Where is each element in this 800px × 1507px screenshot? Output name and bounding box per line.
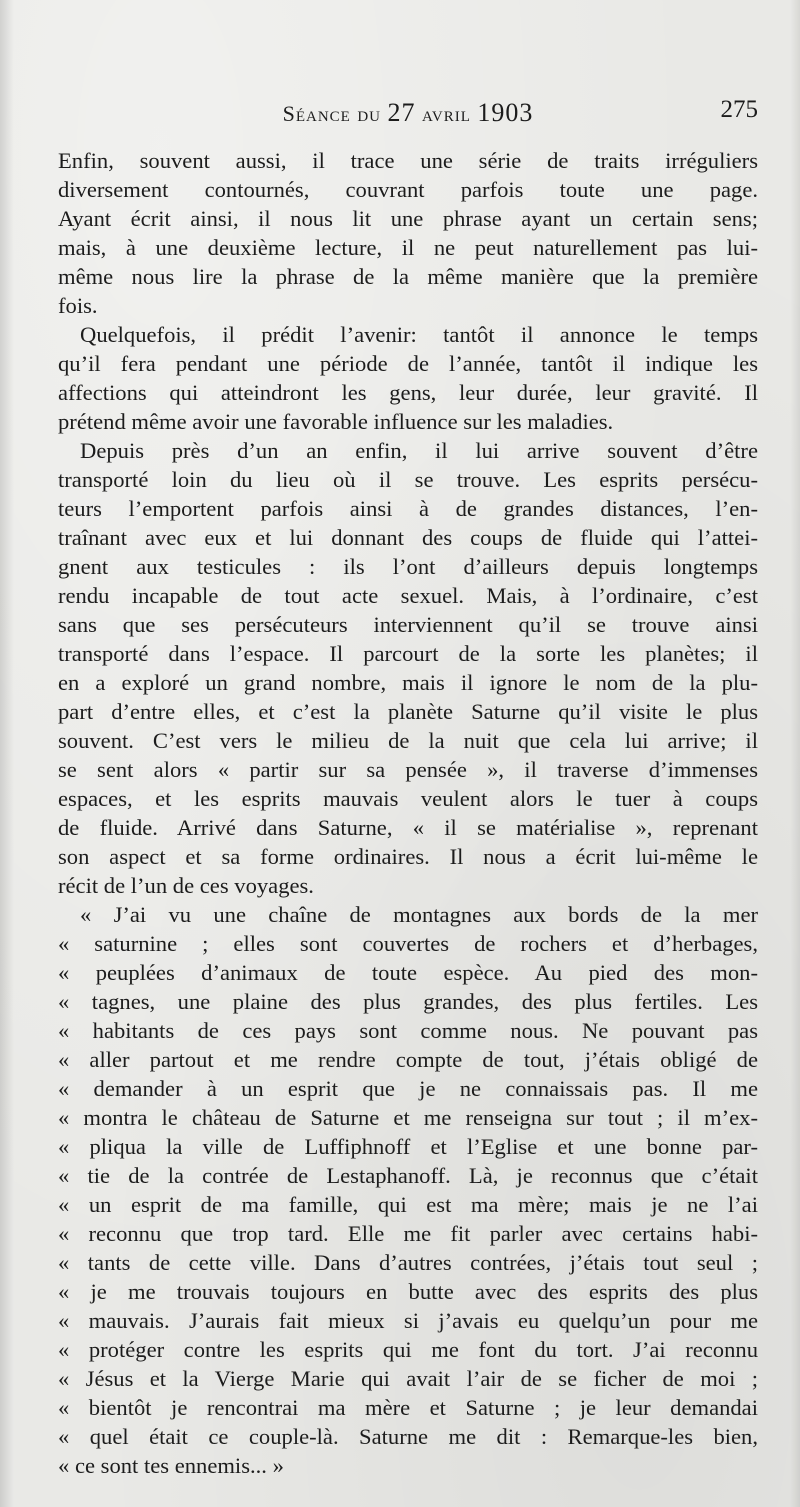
- quote-line: « tants de cette ville. Dans d’autres contrées, j’étais tout seul ;: [58, 1250, 758, 1275]
- quote-line: « aller partout et me rendre compte de tout, j’étais obligé de: [58, 1047, 758, 1072]
- paragraph-line: sans que ses persécuteurs interviennent qu’il se trouve ainsi: [58, 612, 758, 637]
- paragraph-line: transporté loin du lieu où il se trouve. Les esprits persécu-: [58, 467, 758, 492]
- paragraph-line: gnent aux testicules : ils l’ont d’ailleurs depuis longtemps: [58, 554, 758, 579]
- page-header: [58, 96, 758, 130]
- paragraph-line: transporté dans l’espace. Il parcourt de la sorte les planètes; il: [58, 641, 758, 666]
- quote-line: « quel était ce couple-là. Saturne me dit : Remarque-les bien,: [58, 1424, 758, 1449]
- running-head: [58, 98, 758, 128]
- quote-line: « J’ai vu une chaîne de montagnes aux bords de la mer: [80, 902, 758, 927]
- quoted-account: [58, 900, 758, 1480]
- body-text: [58, 146, 758, 1480]
- paragraph-line: fois.: [58, 293, 98, 318]
- paragraph-line: prétend même avoir une favorable influence sur les maladies.: [58, 409, 614, 434]
- running-head-prefix: Séance du: [282, 101, 381, 126]
- quote-line: « habitants de ces pays sont comme nous. Ne pouvant pas: [58, 1018, 758, 1043]
- paragraph-line: Depuis près d’un an enfin, il lui arrive souvent d’être: [80, 438, 758, 463]
- quote-line: « ce sont tes ennemis... »: [58, 1453, 284, 1478]
- paragraph-line: se sent alors « partir sur sa pensée », il traverse d’immenses: [58, 757, 758, 782]
- quote-line: « tagnes, une plaine des plus grandes, des plus fertiles. Les: [58, 989, 758, 1014]
- page-number: 275: [720, 96, 758, 123]
- paragraph-line: même nous lire la phrase de la même manière que la première: [58, 264, 758, 289]
- running-head-year: 1903: [477, 98, 534, 127]
- paragraph-line: récit de l’un de ces voyages.: [58, 873, 314, 898]
- quote-line: « montra le château de Saturne et me renseigna sur tout ; il m’ex-: [58, 1105, 758, 1130]
- paragraph-line: mais, à une deuxième lecture, il ne peut naturellement pas lui-: [58, 235, 758, 260]
- paragraph-line: qu’il fera pendant une période de l’année, tantôt il indique les: [58, 351, 758, 376]
- quote-line: « pliqua la ville de Luffiphnoff et l’Eglise et une bonne par-: [58, 1134, 758, 1159]
- quote-line: « bientôt je rencontrai ma mère et Saturne ; je leur demandai: [58, 1395, 758, 1420]
- paragraph-line: teurs l’emportent parfois ainsi à de grandes distances, l’en-: [58, 496, 758, 521]
- paragraph-line: Ayant écrit ainsi, il nous lit une phrase ayant un certain sens;: [58, 206, 758, 231]
- paragraph-line: son aspect et sa forme ordinaires. Il nous a écrit lui-même le: [58, 844, 758, 869]
- quote-line: « je me trouvais toujours en butte avec des esprits des plus: [58, 1279, 758, 1304]
- quote-line: « protéger contre les esprits qui me font du tort. J’ai reconnu: [58, 1337, 758, 1362]
- quote-line: « Jésus et la Vierge Marie qui avait l’air de se ficher de moi ;: [58, 1366, 758, 1391]
- quote-line: « tie de la contrée de Lestaphanoff. Là, je reconnus que c’était: [58, 1163, 758, 1188]
- quote-line: « mauvais. J’aurais fait mieux si j’avais eu quelqu’un pour me: [58, 1308, 758, 1333]
- quote-line: « peuplées d’animaux de toute espèce. Au pied des mon-: [58, 960, 758, 985]
- quote-line: « saturnine ; elles sont couvertes de rochers et d’herbages,: [58, 931, 758, 956]
- paragraph-line: affections qui atteindront les gens, leur durée, leur gravité. Il: [58, 380, 758, 405]
- running-head-month: avril: [422, 101, 471, 126]
- quote-line: « un esprit de ma famille, qui est ma mère; mais je ne l’ai: [58, 1192, 758, 1217]
- quote-line: « demander à un esprit que je ne connaissais pas. Il me: [58, 1076, 758, 1101]
- paragraph-line: Enfin, souvent aussi, il trace une série de traits irréguliers: [58, 148, 758, 173]
- paragraph-line: diversement contournés, couvrant parfois toute une page.: [58, 177, 758, 202]
- paragraph-line: Quelquefois, il prédit l’avenir: tantôt il annonce le temps: [80, 322, 758, 347]
- paragraph-line: en a exploré un grand nombre, mais il ignore le nom de la plu-: [58, 670, 758, 695]
- paragraph-line: espaces, et les esprits mauvais veulent alors le tuer à coups: [58, 786, 758, 811]
- paragraph-line: traînant avec eux et lui donnant des coups de fluide qui l’attei-: [58, 525, 758, 550]
- paragraph-line: de fluide. Arrivé dans Saturne, « il se matérialise », reprenant: [58, 815, 758, 840]
- running-head-day: 27: [387, 98, 416, 127]
- paragraph-line: rendu incapable de tout acte sexuel. Mais, à l’ordinaire, c’est: [58, 583, 758, 608]
- quote-line: « reconnu que trop tard. Elle me fit parler avec certains habi-: [58, 1221, 758, 1246]
- paragraph-line: souvent. C’est vers le milieu de la nuit que cela lui arrive; il: [58, 728, 758, 753]
- paragraphs: [58, 146, 758, 900]
- paragraph-line: part d’entre elles, et c’est la planète Saturne qu’il visite le plus: [58, 699, 758, 724]
